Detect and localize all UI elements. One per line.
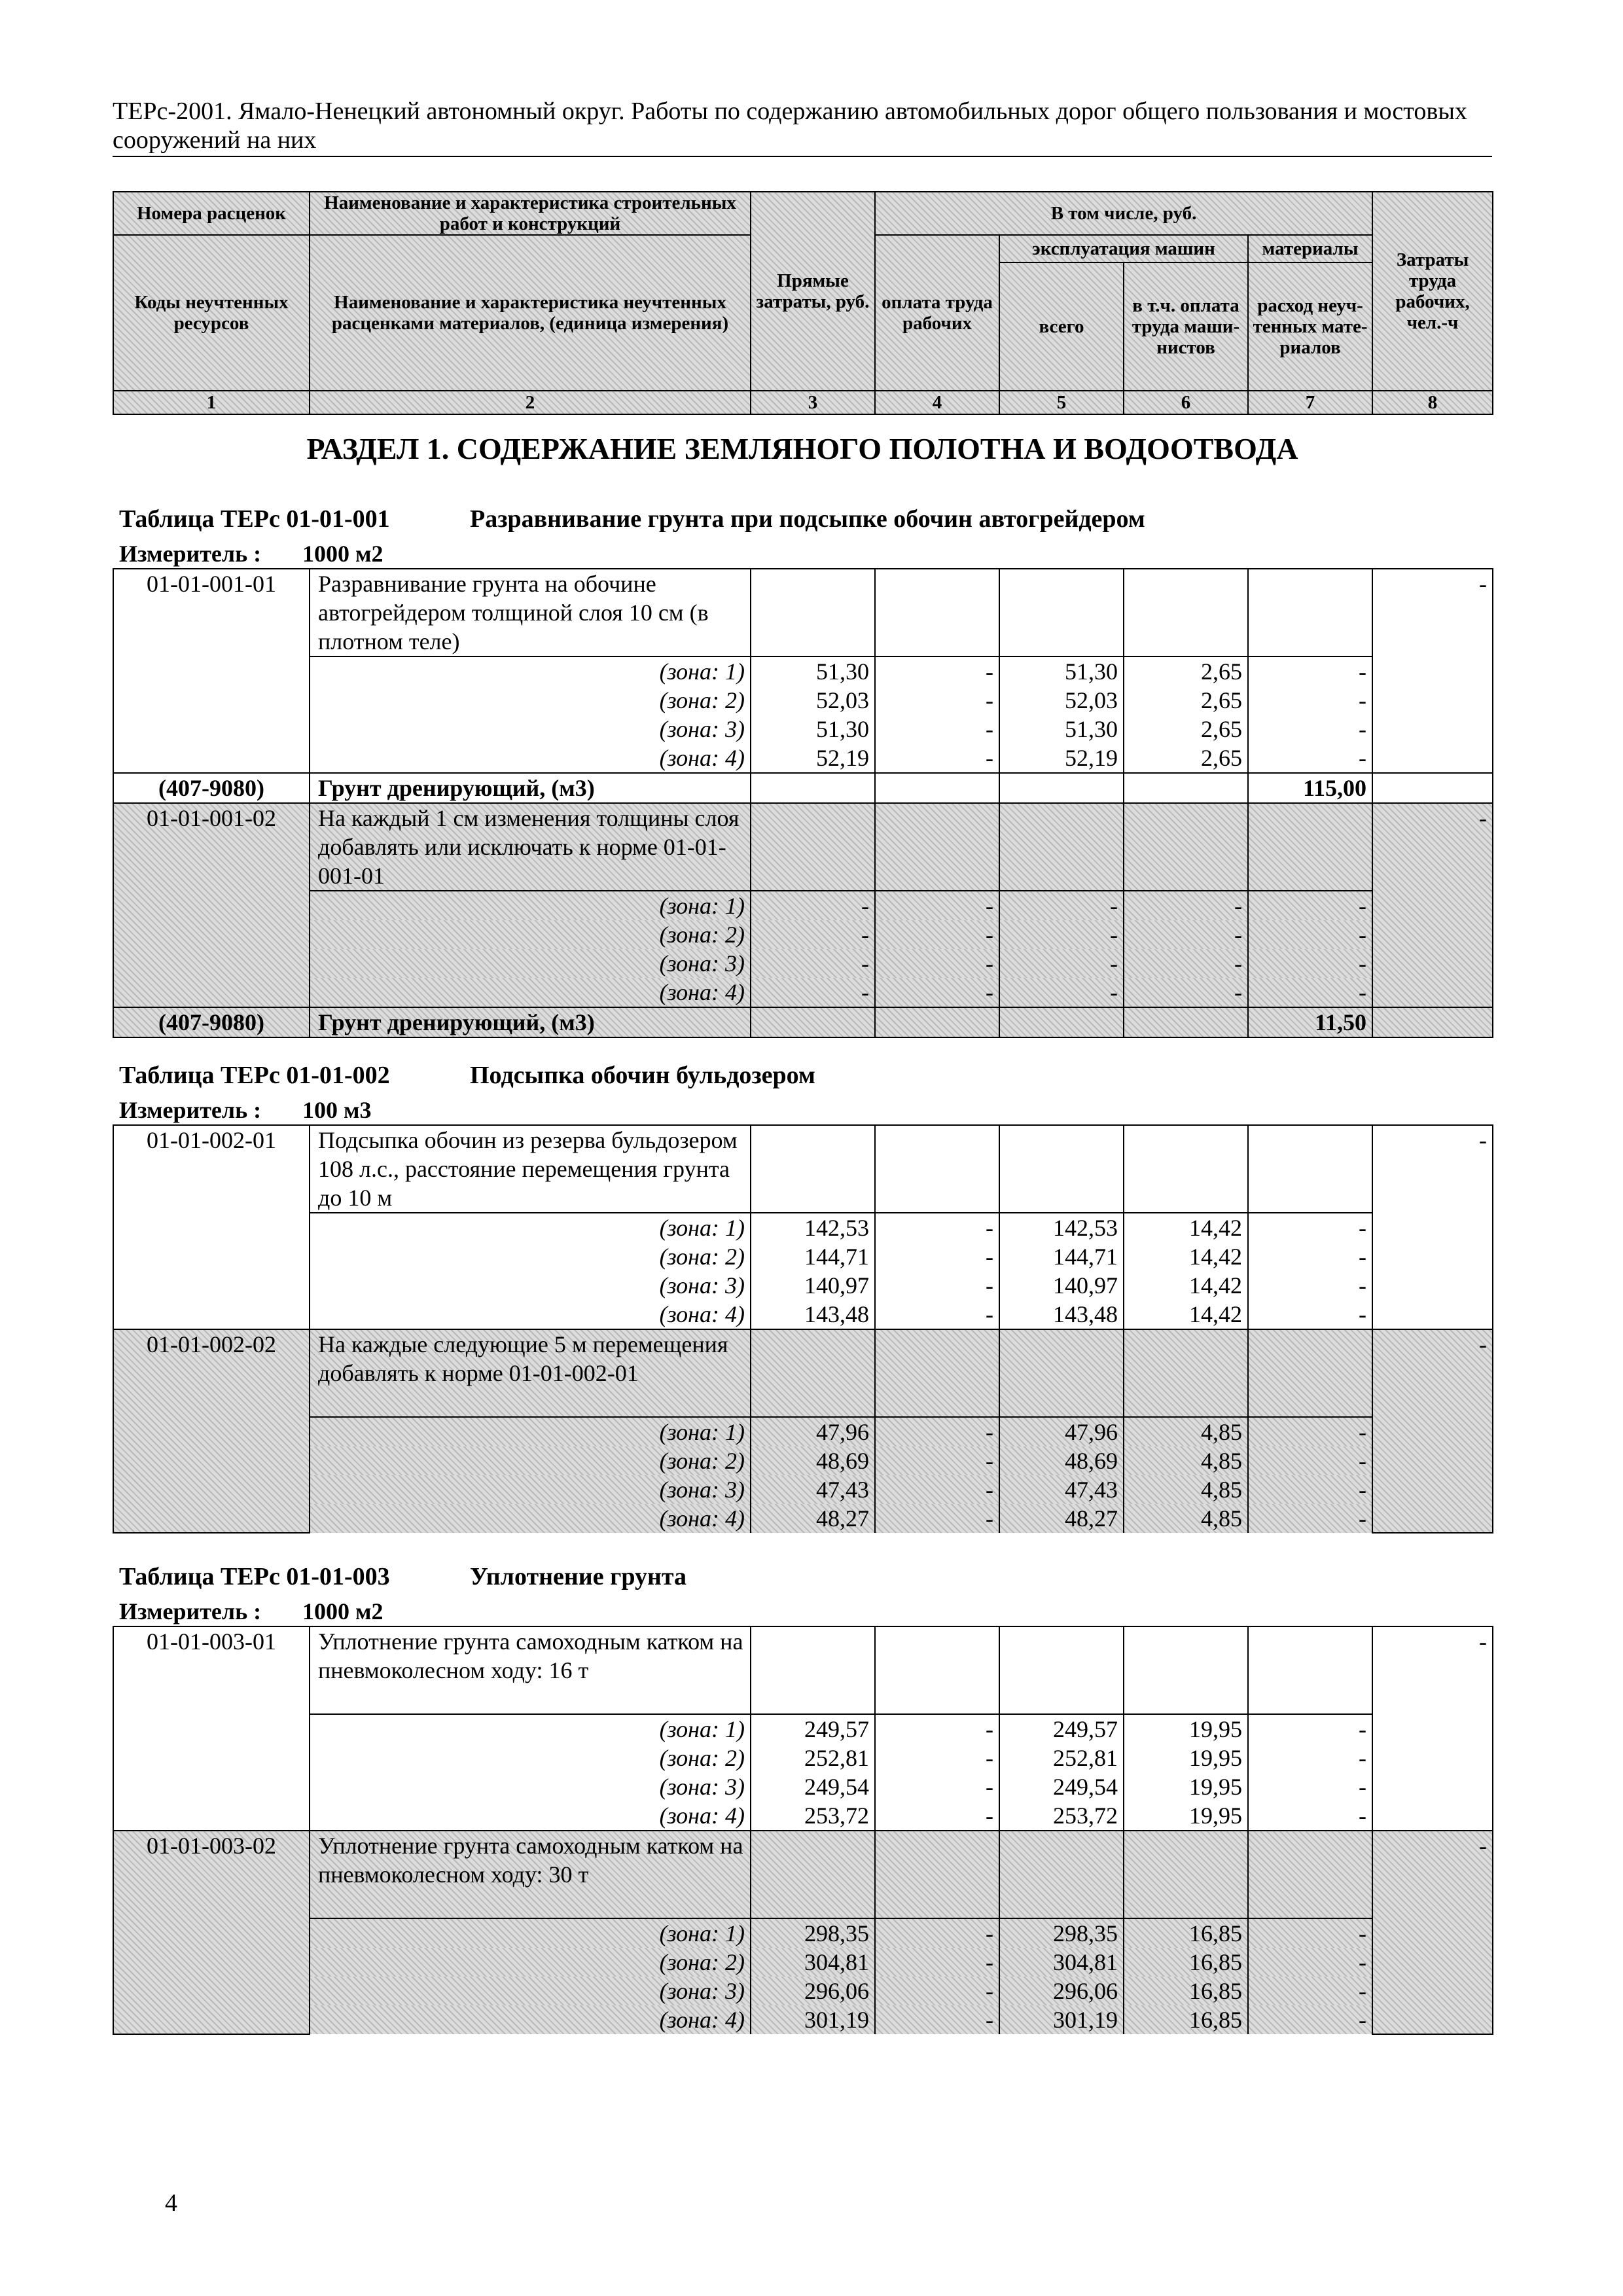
machinist-pay: 4,85: [1124, 1417, 1248, 1446]
rate-code: 01-01-002-02: [113, 1329, 310, 1533]
worker-pay: -: [875, 1977, 999, 2005]
zone-label: (зона: 1): [310, 1918, 751, 1948]
empty-cell: [1248, 1831, 1372, 1918]
zone-row: [113, 1475, 1493, 1504]
zone-label: (зона: 4): [310, 978, 751, 1007]
material-usage: -: [1248, 1213, 1372, 1242]
empty-cell: [875, 569, 999, 656]
table-title: [119, 504, 1145, 534]
material-usage: -: [1248, 656, 1372, 686]
zone-label: (зона: 2): [310, 920, 751, 949]
empty-cell: [751, 803, 875, 891]
zone-row: [113, 1801, 1493, 1831]
machine-total: 296,06: [999, 1977, 1124, 2005]
unit-label: Измеритель :: [119, 541, 262, 567]
zone-row: [113, 949, 1493, 978]
machinist-pay: 19,95: [1124, 1714, 1248, 1744]
empty-cell: [1124, 803, 1248, 891]
worker-pay: -: [875, 1772, 999, 1801]
empty-cell: [875, 803, 999, 891]
material-usage: -: [1248, 1242, 1372, 1271]
material-usage: -: [1248, 1504, 1372, 1533]
direct-costs: 51,30: [751, 656, 875, 686]
direct-costs: 142,53: [751, 1213, 875, 1242]
zone-label: (зона: 3): [310, 1977, 751, 2005]
empty-cell: [999, 773, 1124, 803]
direct-costs: 48,69: [751, 1446, 875, 1475]
table-name: Подсыпка обочин бульдозером: [470, 1062, 815, 1089]
rate-code: 01-01-001-01: [113, 569, 310, 773]
machinist-pay: 2,65: [1124, 656, 1248, 686]
direct-costs: 253,72: [751, 1801, 875, 1831]
column-number: 4: [875, 391, 999, 414]
direct-costs: 249,54: [751, 1772, 875, 1801]
zone-row: [113, 1271, 1493, 1300]
zone-row: [113, 1744, 1493, 1772]
empty-cell: [751, 1831, 875, 1918]
empty-cell: [875, 1626, 999, 1714]
unit-line: [119, 1598, 383, 1624]
empty-cell: [999, 1831, 1124, 1918]
table-id: Таблица ТЕРс 01-01-002: [119, 1062, 390, 1089]
rate-description: На каждые следующие 5 м перемещения добавлять к норме 01-01-002-01: [310, 1329, 751, 1417]
material-usage: -: [1248, 1948, 1372, 1977]
machine-total: 140,97: [999, 1271, 1124, 1300]
machine-total: 48,69: [999, 1446, 1124, 1475]
zone-row: [113, 1242, 1493, 1271]
table-title: [119, 1562, 687, 1592]
material-usage: -: [1248, 1300, 1372, 1329]
machinist-pay: 16,85: [1124, 1918, 1248, 1948]
direct-costs: 52,19: [751, 744, 875, 773]
zone-row: [113, 656, 1493, 686]
empty-cell: [751, 1626, 875, 1714]
machine-total: -: [999, 920, 1124, 949]
direct-costs: -: [751, 949, 875, 978]
zone-label: (зона: 4): [310, 2005, 751, 2034]
zone-row: [113, 1300, 1493, 1329]
machine-total: 51,30: [999, 656, 1124, 686]
worker-pay: -: [875, 1300, 999, 1329]
zone-label: (зона: 4): [310, 1801, 751, 1831]
worker-pay: -: [875, 978, 999, 1007]
column-header-table: [113, 191, 1493, 415]
machinist-pay: 16,85: [1124, 1948, 1248, 1977]
worker-pay: -: [875, 949, 999, 978]
empty-cell: [875, 773, 999, 803]
rate-description: Уплотнение грунта самоходным катком на пневмоколесном ходу: 30 т: [310, 1831, 751, 1918]
header-material-name: Наименование и характеристика неучтенных расценками материалов, (единица измерения): [310, 235, 751, 391]
zone-row: [113, 1772, 1493, 1801]
table-name: Уплотнение грунта: [470, 1563, 687, 1590]
rate-code: 01-01-001-02: [113, 803, 310, 1007]
zone-label: (зона: 1): [310, 891, 751, 920]
unit-value: 1000 м2: [302, 541, 383, 567]
zone-row: [113, 744, 1493, 773]
zone-label: (зона: 1): [310, 1714, 751, 1744]
empty-cell: [751, 1329, 875, 1417]
worker-pay: -: [875, 1417, 999, 1446]
machinist-pay: -: [1124, 949, 1248, 978]
material-usage: -: [1248, 1772, 1372, 1801]
column-number: 7: [1248, 391, 1372, 414]
zone-row: [113, 920, 1493, 949]
zone-label: (зона: 3): [310, 715, 751, 744]
worker-pay: -: [875, 1918, 999, 1948]
empty-cell: [1248, 1329, 1372, 1417]
zone-row: [113, 715, 1493, 744]
resource-quantity: 11,50: [1248, 1007, 1372, 1037]
machine-total: -: [999, 891, 1124, 920]
material-usage: -: [1248, 920, 1372, 949]
zone-label: (зона: 4): [310, 744, 751, 773]
material-usage: -: [1248, 1417, 1372, 1446]
resource-quantity: 115,00: [1248, 773, 1372, 803]
labor-costs: -: [1372, 569, 1493, 773]
column-number: 2: [310, 391, 751, 414]
direct-costs: 140,97: [751, 1271, 875, 1300]
worker-pay: -: [875, 1714, 999, 1744]
direct-costs: 143,48: [751, 1300, 875, 1329]
material-usage: -: [1248, 1475, 1372, 1504]
machine-total: 252,81: [999, 1744, 1124, 1772]
material-usage: -: [1248, 715, 1372, 744]
material-usage: -: [1248, 1801, 1372, 1831]
empty-cell: [1248, 1125, 1372, 1213]
unit-line: [119, 541, 383, 567]
zone-label: (зона: 2): [310, 1242, 751, 1271]
zone-row: [113, 686, 1493, 715]
machinist-pay: 14,42: [1124, 1213, 1248, 1242]
table-id: Таблица ТЕРс 01-01-003: [119, 1563, 390, 1590]
resource-name: Грунт дренирующий, (м3): [310, 773, 751, 803]
machinist-pay: 16,85: [1124, 2005, 1248, 2034]
zone-label: (зона: 4): [310, 1300, 751, 1329]
material-usage: -: [1248, 686, 1372, 715]
direct-costs: 52,03: [751, 686, 875, 715]
header-labor-costs: Затраты труда рабочих, чел.-ч: [1372, 192, 1493, 391]
empty-cell: [1248, 803, 1372, 891]
zone-row: [113, 1714, 1493, 1744]
machinist-pay: 4,85: [1124, 1504, 1248, 1533]
empty-cell: [999, 1626, 1124, 1714]
table-title: [119, 1060, 815, 1090]
zone-row: [113, 1417, 1493, 1446]
unit-line: [119, 1097, 372, 1123]
direct-costs: -: [751, 891, 875, 920]
zone-label: (зона: 4): [310, 1504, 751, 1533]
material-usage: -: [1248, 744, 1372, 773]
zone-row: [113, 1446, 1493, 1475]
rate-description: Уплотнение грунта самоходным катком на пневмоколесном ходу: 16 т: [310, 1626, 751, 1714]
header-total: всего: [999, 262, 1124, 391]
empty-cell: [999, 1329, 1124, 1417]
machine-total: 304,81: [999, 1948, 1124, 1977]
machinist-pay: 4,85: [1124, 1475, 1248, 1504]
rate-table: [113, 1124, 1493, 1534]
empty-cell: [1124, 1329, 1248, 1417]
machinist-pay: 14,42: [1124, 1271, 1248, 1300]
zone-row: [113, 1213, 1493, 1242]
material-usage: -: [1248, 2005, 1372, 2034]
machinist-pay: -: [1124, 978, 1248, 1007]
zone-label: (зона: 2): [310, 1948, 751, 1977]
empty-cell: [751, 569, 875, 656]
zone-row: [113, 1948, 1493, 1977]
direct-costs: 304,81: [751, 1948, 875, 1977]
machinist-pay: -: [1124, 891, 1248, 920]
resource-row: [113, 1007, 1493, 1037]
header-material-usage: расход неуч-тенных мате-риалов: [1248, 262, 1372, 391]
rate-code: 01-01-002-01: [113, 1125, 310, 1329]
direct-costs: 48,27: [751, 1504, 875, 1533]
direct-costs: 51,30: [751, 715, 875, 744]
zone-label: (зона: 3): [310, 1271, 751, 1300]
zone-row: [113, 2005, 1493, 2034]
rate-table: [113, 1626, 1493, 2035]
machinist-pay: 14,42: [1124, 1300, 1248, 1329]
machinist-pay: 2,65: [1124, 744, 1248, 773]
machine-total: 48,27: [999, 1504, 1124, 1533]
column-number: 1: [113, 391, 310, 414]
empty-cell: [1124, 1626, 1248, 1714]
direct-costs: 47,43: [751, 1475, 875, 1504]
direct-costs: 252,81: [751, 1744, 875, 1772]
machine-total: -: [999, 949, 1124, 978]
empty-cell: [999, 803, 1124, 891]
column-number: 5: [999, 391, 1124, 414]
labor-costs: -: [1372, 1125, 1493, 1329]
material-usage: -: [1248, 978, 1372, 1007]
page-number: 4: [165, 2189, 177, 2217]
zone-label: (зона: 2): [310, 1744, 751, 1772]
machine-total: 298,35: [999, 1918, 1124, 1948]
resource-code: (407-9080): [113, 1007, 310, 1037]
column-number: 6: [1124, 391, 1248, 414]
worker-pay: -: [875, 2005, 999, 2034]
empty-cell: [1124, 569, 1248, 656]
machine-total: 142,53: [999, 1213, 1124, 1242]
direct-costs: 296,06: [751, 1977, 875, 2005]
material-usage: -: [1248, 891, 1372, 920]
resource-row: [113, 773, 1493, 803]
machinist-pay: 19,95: [1124, 1744, 1248, 1772]
header-resource-codes: Коды неучтенных ресурсов: [113, 235, 310, 391]
header-machine-operation: эксплуатация машин: [999, 235, 1248, 262]
material-usage: -: [1248, 1744, 1372, 1772]
worker-pay: -: [875, 1446, 999, 1475]
zone-row: [113, 1977, 1493, 2005]
direct-costs: 249,57: [751, 1714, 875, 1744]
labor-costs: -: [1372, 803, 1493, 1007]
machinist-pay: 2,65: [1124, 686, 1248, 715]
unit-label: Измеритель :: [119, 1097, 262, 1123]
machinist-pay: 19,95: [1124, 1801, 1248, 1831]
direct-costs: 298,35: [751, 1918, 875, 1948]
zone-row: [113, 891, 1493, 920]
empty-cell: [1372, 773, 1493, 803]
zone-label: (зона: 2): [310, 686, 751, 715]
machinist-pay: -: [1124, 920, 1248, 949]
header-machinist-pay: в т.ч. оплата труда маши-нистов: [1124, 262, 1248, 391]
column-number: 3: [751, 391, 875, 414]
worker-pay: -: [875, 744, 999, 773]
section-title: РАЗДЕЛ 1. СОДЕРЖАНИЕ ЗЕМЛЯНОГО ПОЛОТНА И ВОДООТВОДА: [306, 432, 1298, 465]
resource-code: (407-9080): [113, 773, 310, 803]
worker-pay: -: [875, 1744, 999, 1772]
zone-label: (зона: 1): [310, 656, 751, 686]
worker-pay: -: [875, 1948, 999, 1977]
zone-label: (зона: 1): [310, 1213, 751, 1242]
empty-cell: [751, 1125, 875, 1213]
machinist-pay: 19,95: [1124, 1772, 1248, 1801]
rate-description: Подсыпка обочин из резерва бульдозером 108 л.с., расстояние перемещения грунта до 10 м: [310, 1125, 751, 1213]
empty-cell: [875, 1831, 999, 1918]
empty-cell: [875, 1007, 999, 1037]
empty-cell: [1124, 1007, 1248, 1037]
machine-total: 51,30: [999, 715, 1124, 744]
worker-pay: -: [875, 891, 999, 920]
worker-pay: -: [875, 1801, 999, 1831]
worker-pay: -: [875, 1504, 999, 1533]
empty-cell: [1124, 773, 1248, 803]
worker-pay: -: [875, 715, 999, 744]
empty-cell: [751, 773, 875, 803]
zone-row: [113, 978, 1493, 1007]
machinist-pay: 4,85: [1124, 1446, 1248, 1475]
worker-pay: -: [875, 656, 999, 686]
worker-pay: -: [875, 1242, 999, 1271]
worker-pay: -: [875, 920, 999, 949]
zone-label: (зона: 1): [310, 1417, 751, 1446]
table-id: Таблица ТЕРс 01-01-001: [119, 505, 390, 533]
empty-cell: [875, 1125, 999, 1213]
header-worker-pay: оплата труда рабочих: [875, 235, 999, 391]
zone-label: (зона: 3): [310, 1772, 751, 1801]
empty-cell: [1248, 569, 1372, 656]
material-usage: -: [1248, 1446, 1372, 1475]
zone-row: [113, 1918, 1493, 1948]
empty-cell: [999, 569, 1124, 656]
column-number: 8: [1372, 391, 1493, 414]
empty-cell: [999, 1007, 1124, 1037]
rate-code: 01-01-003-02: [113, 1831, 310, 2034]
empty-cell: [875, 1329, 999, 1417]
direct-costs: -: [751, 920, 875, 949]
machine-total: 249,57: [999, 1714, 1124, 1744]
direct-costs: 47,96: [751, 1417, 875, 1446]
material-usage: -: [1248, 1977, 1372, 2005]
zone-label: (зона: 3): [310, 1475, 751, 1504]
direct-costs: -: [751, 978, 875, 1007]
empty-cell: [1124, 1831, 1248, 1918]
direct-costs: 144,71: [751, 1242, 875, 1271]
machinist-pay: 2,65: [1124, 715, 1248, 744]
zone-row: [113, 1504, 1493, 1533]
empty-cell: [1124, 1125, 1248, 1213]
machine-total: 144,71: [999, 1242, 1124, 1271]
running-header: ТЕРс-2001. Ямало-Ненецкий автономный округ. Работы по содержанию автомобильных дорог общего пользования и мостовых сооружений на них: [113, 97, 1492, 157]
header-work-name: Наименование и характеристика строительных работ и конструкций: [310, 192, 751, 235]
machinist-pay: 14,42: [1124, 1242, 1248, 1271]
empty-cell: [1248, 1626, 1372, 1714]
machine-total: 143,48: [999, 1300, 1124, 1329]
machine-total: 52,19: [999, 744, 1124, 773]
material-usage: -: [1248, 1714, 1372, 1744]
header-direct-costs: Прямые затраты, руб.: [751, 192, 875, 391]
machine-total: 249,54: [999, 1772, 1124, 1801]
direct-costs: 301,19: [751, 2005, 875, 2034]
unit-value: 100 м3: [302, 1097, 372, 1123]
labor-costs: -: [1372, 1626, 1493, 1831]
machine-total: 52,03: [999, 686, 1124, 715]
zone-label: (зона: 3): [310, 949, 751, 978]
zone-label: (зона: 2): [310, 1446, 751, 1475]
labor-costs: -: [1372, 1831, 1493, 2034]
machine-total: 301,19: [999, 2005, 1124, 2034]
unit-label: Измеритель :: [119, 1598, 262, 1624]
header-materials: материалы: [1248, 235, 1372, 262]
labor-costs: -: [1372, 1329, 1493, 1533]
empty-cell: [1372, 1007, 1493, 1037]
header-including: В том числе, руб.: [875, 192, 1372, 235]
worker-pay: -: [875, 1213, 999, 1242]
rate-code: 01-01-003-01: [113, 1626, 310, 1831]
worker-pay: -: [875, 1271, 999, 1300]
rate-description: Разравнивание грунта на обочине автогрейдером толщиной слоя 10 см (в плотном теле): [310, 569, 751, 656]
rate-description: На каждый 1 см изменения толщины слоя добавлять или исключать к норме 01-01-001-01: [310, 803, 751, 891]
empty-cell: [999, 1125, 1124, 1213]
machinist-pay: 16,85: [1124, 1977, 1248, 2005]
machine-total: 47,43: [999, 1475, 1124, 1504]
machine-total: -: [999, 978, 1124, 1007]
material-usage: -: [1248, 949, 1372, 978]
empty-cell: [751, 1007, 875, 1037]
worker-pay: -: [875, 1475, 999, 1504]
unit-value: 1000 м2: [302, 1598, 383, 1624]
worker-pay: -: [875, 686, 999, 715]
machine-total: 253,72: [999, 1801, 1124, 1831]
material-usage: -: [1248, 1271, 1372, 1300]
rate-table: [113, 568, 1493, 1038]
resource-name: Грунт дренирующий, (м3): [310, 1007, 751, 1037]
header-rate-numbers: Номера расценок: [113, 192, 310, 235]
material-usage: -: [1248, 1918, 1372, 1948]
machine-total: 47,96: [999, 1417, 1124, 1446]
table-name: Разравнивание грунта при подсыпке обочин автогрейдером: [470, 505, 1145, 533]
